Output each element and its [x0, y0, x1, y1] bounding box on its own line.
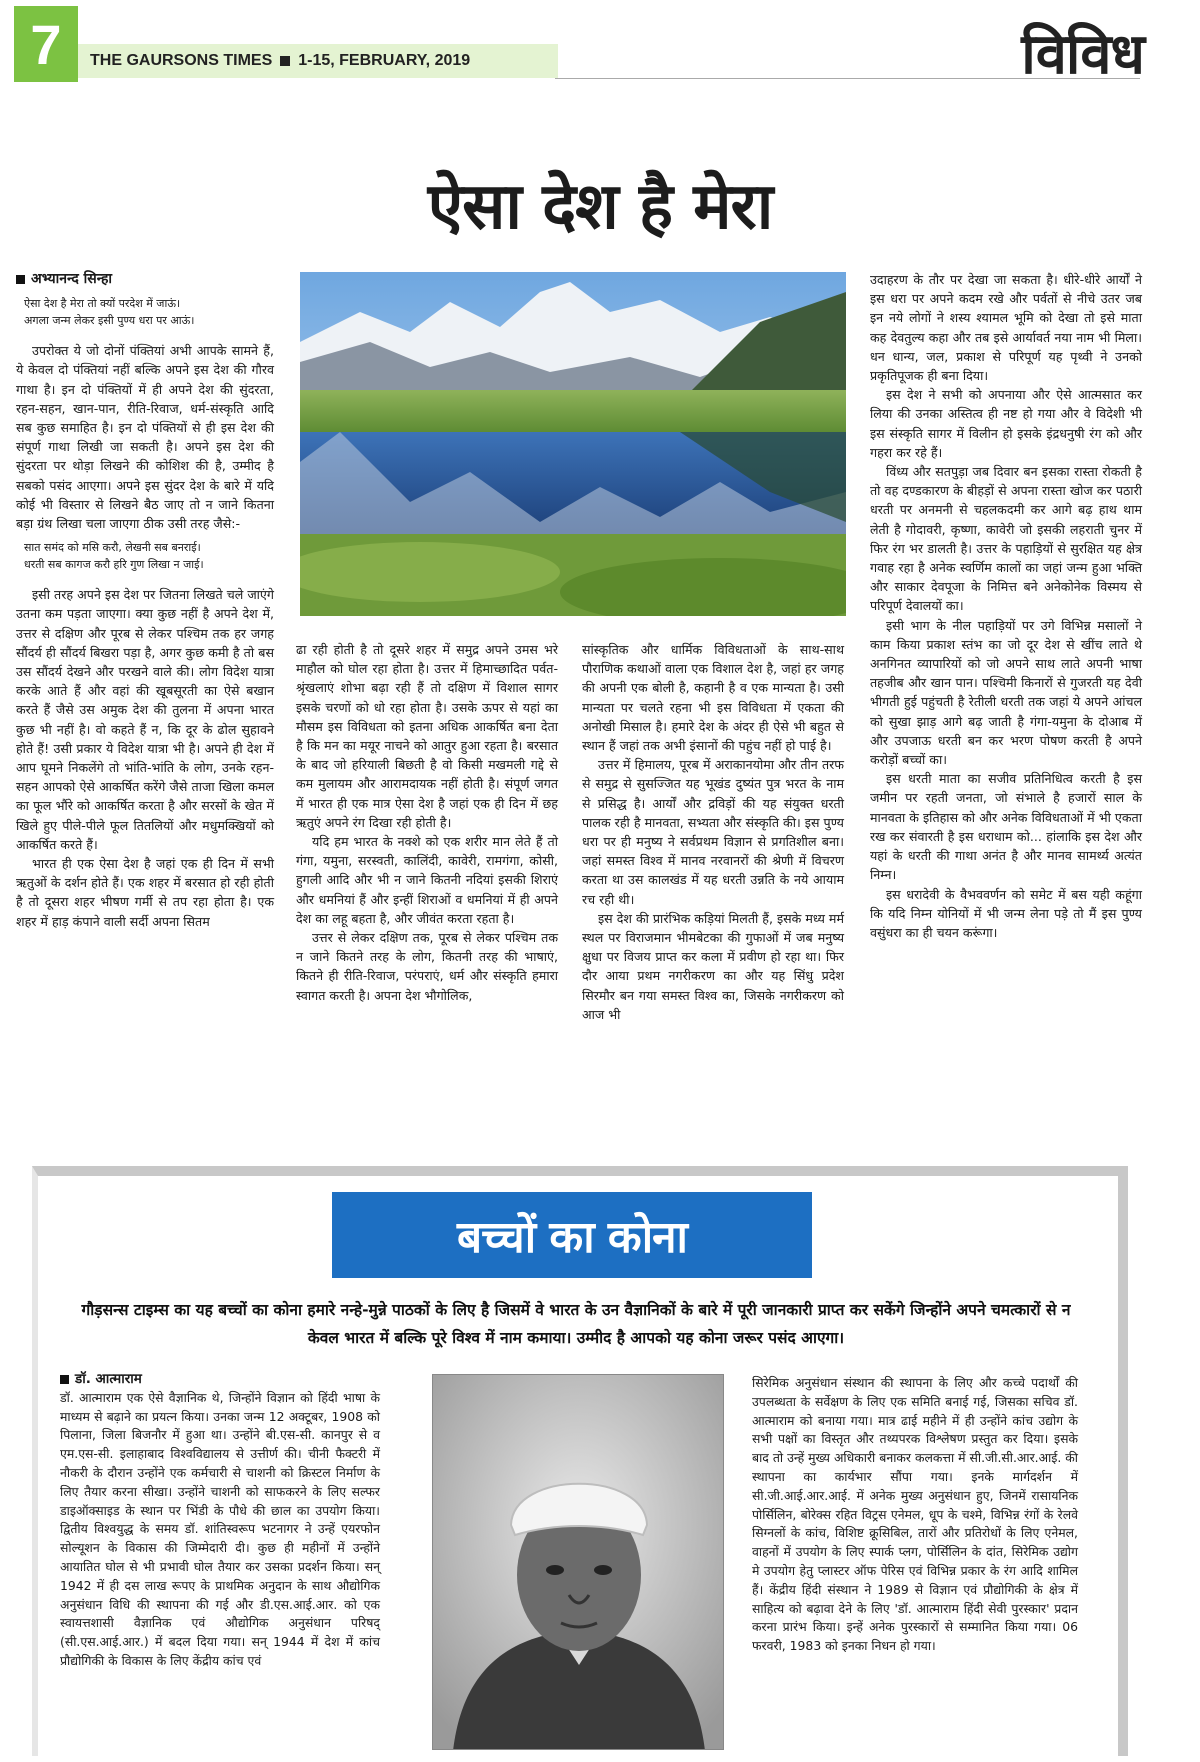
paragraph: उपरोक्त ये जो दोनों पंक्तियां अभी आपके सामने हैं, ये केवल दो पंक्तियां नहीं बल्कि अपने इस देश की गौरव गाथा है। इन दो पंक्तियों में ही अपने देश की सुंदरता, रहन-सहन, खान-पान, रीति-रिवाज, धर्म-संस्कृति आदि सब कुछ समाहित है। इन दो पंक्तियों से ही इस देश की संपूर्ण गाथा लिखी जा सकती है। अपने इस देश की सुंदरता पर थोड़ा लिखने की कोशिश की है, उम्मीद है सबको पसंद आएगा। अपने इस सुंदर देश के बारे में यदि कोई भी विस्तार से लिखने बैठ जाए तो न जाने कितना बड़ा ग्रंथ लिखा चला जाएगा ठीक उसी तरह जैसे:- — [16, 343, 274, 532]
paragraph: ढा रही होती है तो दूसरे शहर में समुद्र अपने उमस भरे माहौल को घोल रहा होता है। उत्तर में हिमाच्छादित पर्वत-श्रृंखलाएं शोभा बढ़ा रही हैं तो दक्षिण में विशाल सागर इसके चरणों को धो रहा होता है। उसके ऊपर से यहां का मौसम इस विविधता को इतना अधिक आकर्षित बना देता है कि मन का मयूर नाचने को आतुर हुआ रहता है। बरसात के बाद जो हरियाली बिछती है वो किसी मखमली गद्दे से कम मुलायम और आरामदायक नहीं होती है। संपूर्ण जगत में भारत ही एक मात्र ऐसा देश है जहां एक ही दिन में छह ऋतुएं अपने रंग दिखा रही होती है। — [296, 642, 558, 830]
square-bullet-icon — [16, 275, 25, 284]
article-column-2 — [296, 640, 558, 1005]
scientist-portrait-photo — [432, 1374, 724, 1750]
mountain-lake-photo — [300, 272, 846, 616]
issue-date: 1-15, FEBRUARY, 2019 — [298, 52, 471, 69]
article-column-4 — [870, 270, 1142, 942]
paragraph: डॉ. आत्माराम एक ऐसे वैज्ञानिक थे, जिन्होंने विज्ञान को हिंदी भाषा के माध्यम से बढ़ाने का प्रयत्न किया। उनका जन्म 12 अक्टूबर, 1908 को पिलाना, जिला बिजनौर में हुआ था। उन्होंने बी.एस-सी. कानपुर से व एम.एस-सी. इलाहाबाद विश्वविद्यालय से उत्तीर्ण की। चीनी फैक्टरी में नौकरी के दौरान उन्होंने एक कर्मचारी से चाशनी को क्रिस्टल निर्माण के लिए तैयार करना सीखा। उन्होंने चाशनी को साफकरने के लिए सल्फर डाइऑक्साइड के स्थान पर भिंडी के पौधे की छाल का उपयोग किया। द्वितीय विश्वयुद्ध के समय डॉ. शांतिस्वरूप भटनागर ने उन्हें एयरफोन सोल्यूशन के विकास की जिम्मेदारी दी। कुछ ही महीनों में उन्होंने आयातित घोल से भी प्रभावी घोल तैयार कर उसका प्रदर्शन किया। सन् 1942 में ही दस लाख रूपए के प्राथमिक अनुदान के साथ औद्योगिक अनुसंधान विधि की स्थापना की गई और डी.एस.आई.आर. को एक स्वायत्तशासी वैज्ञानिक एवं औद्योगिक अनुसंधान परिषद् (सी.एस.आई.आर.) में बदल दिया गया। सन् 1944 में देश में कांच प्रौद्योगिकी के विकास के लिए केंद्रीय कांच एवं — [60, 1389, 380, 1668]
paragraph: उदाहरण के तौर पर देखा जा सकता है। धीरे-धीरे आर्यों ने इस धरा पर अपने कदम रखे और पर्वतों से नीचे उतर जब इन नये लोगों ने शस्य श्यामल भूमि को देखा तो इसे माता कह देवतुल्य कहा और तब इसे आर्यावर्त नया नाम भी मिला। धन धान्य, जल, प्रकाश से परिपूर्ण यह पृथ्वी ने उनको प्रकृतिपूजक ही बना दिया। — [870, 272, 1142, 384]
paragraph: सांस्कृतिक और धार्मिक विविधताओं के साथ-साथ पौराणिक कथाओं वाला एक विशाल देश है, जहां हर जगह की अपनी एक बोली है, कहानी है व एक मान्यता है। उसी मान्यता पर चलते रहना भी इस विविधता में एकता की अनोखी मिसाल है। हमारे देश के अंदर ही ऐसे भी बहुत से स्थान हैं जहां तक अभी इंसानों की पहुंच नहीं हो पाई है। — [582, 642, 844, 754]
header-divider — [555, 78, 1140, 79]
paragraph: विंध्य और सतपुड़ा जब दिवार बन इसका रास्ता रोकती है तो वह दण्डकारण के बीहड़ों से अपना रास्ता खोज कर पठारी धरती पर अनमनी से चहलकदमी कर आगे बढ़ हाथ थाम लेती है गोदावरी, कृष्णा, कावेरी जो इसकी लहराती चुनर में फिर रंग भर डालती है। उत्तर के पहाड़ियों से सुरक्षित यह क्षेत्र गवाह रहा है अनेक स्वर्णिम कालों का जहां जन्म हुआ भक्ति और साकार देवपूजा के निमित्त बने अनेकोनेक विस्मय से परिपूर्ण देवालयों का। — [870, 464, 1142, 614]
square-bullet-icon — [60, 1375, 69, 1384]
scientist-column-right — [752, 1374, 1078, 1656]
article-column-3 — [582, 640, 844, 1024]
paragraph: इसी भाग के नील पहाड़ियों पर उगे विभिन्न मसालों ने काम किया प्रकाश स्तंभ का जो दूर देश से खींच लाते थे अनगिनत व्यापारियों को जो अपने साथ लाते अपनी भाषा तहजीब और खान पान। पश्चिमी किनारों से गुजरती यह देवी भीगती हुई पहुंचती है रेतीली धरती तक जहां ये अपने आंचल को सुखा झाड़ आगे बढ़ जाती है गंगा-यमुना के दोआब में और उपजाऊ धरती बन कर भरण पोषण करती है अपने करोड़ों बच्चों का। — [870, 617, 1142, 768]
newspaper-name: THE GAURSONS TIMES — [90, 52, 273, 69]
masthead-bar — [78, 44, 558, 78]
paragraph: इस देश ने सभी को अपनाया और ऐसे आत्मसात कर लिया की उनका अस्तित्व ही नष्ट हो गया और वे विदेशी भी इस संस्कृति सागर में विलीन हो इसके इंद्रधनुषी रंग को और गहरा कर रहे हैं। — [870, 387, 1142, 460]
paragraph: इस देश की प्रारंभिक कड़ियां मिलती हैं, इसके मध्य मर्म स्थल पर विराजमान भीमबेटका की गुफाओं में जब मनुष्य क्षुधा पर विजय प्राप्त कर कला में प्रवीण हो रहा था। फिर दौर आया प्रथम नगरीकरण का और यह सिंधु प्रदेश सिरमौर बन गया समस्त विश्व का, जिसके नगरीकरण को आज भी — [582, 910, 844, 1022]
paragraph: भारत ही एक ऐसा देश है जहां एक ही दिन में सभी ऋतुओं के दर्शन होते हैं। एक शहर में बरसात हो रही होती है तो दूसरा शहर भीषण गर्मी से तप रहा होता है। एक शहर में हाड़ कंपाने वाली सर्दी अपना सितम — [16, 856, 274, 929]
article-column-1 — [16, 270, 274, 931]
opening-verse — [24, 295, 274, 329]
verse-line: धरती सब कागज करौ हरि गुण लिखा न जाई। — [24, 558, 204, 572]
verse-line: सात समंद को मसि करौ, लेखनी सब बनराई। — [24, 541, 201, 555]
doha-verse — [24, 539, 274, 573]
scientist-byline — [60, 1370, 380, 1389]
paragraph: यदि हम भारत के नक्शे को एक शरीर मान लेते हैं तो गंगा, यमुना, सरस्वती, कालिंदी, कावेरी, रामगंगा, कोसी, हुगली आदि और भी न जाने कितनी नदियां इसकी शिराएं और धमनियां हैं और इन्हीं शिराओं व धमनियां में ही अपने देश का लहू बहता है, और जीवंत करता रहता है। — [296, 834, 558, 926]
paragraph: सिरेमिक अनुसंधान संस्थान की स्थापना के लिए और कच्चे पदार्थों की उपलब्धता के सर्वेक्षण के लिए एक समिति बनाई गई, जिसका सचिव डॉ. आत्माराम को बनाया गया। मात्र ढाई महीने में ही उन्होंने कांच उद्योग के सभी पक्षों का विस्तृत और तथ्यपरक विश्लेषण प्रस्तुत कर दिया। इसके बाद तो उन्हें मुख्य अधिकारी बनाकर कलकत्ता में सी.जी.सी.आर.आई. की स्थापना का कार्यभार सौंपा गया। इनके मार्गदर्शन में सी.जी.आई.आर.आई. में अनेक मुख्य अनुसंधान हुए, जिनमें रासायनिक पोर्सिलिन, बोरेक्स रहित विट्रस एनेमल, धूप के चश्मे, विभिन्न रंगों के रेलवे सिग्नलों के कांच, विशिष्ट क्रूसिबिल, तारों और प्रतिरोधों के लिए एनेमल, वाहनों में उपयोग के लिए स्पार्क प्लग, पोर्सिलिन के दांत, सिरेमिक उद्योग मे उपयोग हेतु प्लास्टर ऑफ पेरिस एवं विभिन्न प्रकार के रंग आदि शामिल हैं। केंद्रीय हिंदी संस्थान ने 1989 से विज्ञान एवं प्रौद्योगिकी के क्षेत्र में साहित्य को बढ़ावा देने के लिए 'डॉ. आत्माराम हिंदी सेवी पुरस्कार' प्रदान करना प्रारंभ किया। इन्हें अनेक पुरस्कारों से सम्मानित किया गया। 06 फरवरी, 1983 को इनका निधन हो गया। — [752, 1375, 1078, 1654]
paragraph: इस धरती माता का सजीव प्रतिनिधित्व करती है इस जमीन पर रहती जनता, जो संभाले है हजारों साल के मानवता के इतिहास को और अनेक विविधताओं में भी एकता रख कर संवारती है इस धराधाम को... हांलाकि इस देश और यहां के धरती की गाथा अनंत है और मानव सामर्थ्य अत्यंत निम्न। — [870, 771, 1142, 883]
scientist-name: डॉ. आत्माराम — [75, 1371, 142, 1387]
paragraph: उत्तर से लेकर दक्षिण तक, पूरब से लेकर पश्चिम तक न जाने कितने तरह के लोग, कितनी तरह की भाषाएं, कितने ही रीति-रिवाज, परंपराएं, धर्म और संस्कृति हमारा स्वागत करती है। अपना देश भौगोलिक, — [296, 930, 558, 1003]
verse-line: अगला जन्म लेकर इसी पुण्य धरा पर आऊं। — [24, 314, 195, 328]
byline — [16, 270, 274, 289]
paragraph: इस धरादेवी के वैभववर्णन को समेट में बस यही कहूंगा कि यदि निम्न योनियों में भी जन्म लेना पड़े तो मैं इस पुण्य वसुंधरा का ही चयन करूंगा। — [870, 886, 1142, 940]
paragraph: उत्तर में हिमालय, पूरब में अराकानयोमा और तीन तरफ से समुद्र से सुसज्जित यह भूखंड दुष्यंत पुत्र भरत के नाम से प्रसिद्ध है। आर्यों और द्रविड़ों की यह संयुक्त धरती पालक रही है मानवता, सभ्यता और संस्कृति की। इस पुण्य धरा पर ही मनुष्य ने सर्वप्रथम विज्ञान से प्रगतिशील बना। जहां समस्त विश्व में मानव नरवानरों की श्रेणी में विचरण करता था उस कालखंड में यह धरती उन्नति के नये आयाम रच रही थी। — [582, 757, 844, 907]
square-bullet-icon — [280, 56, 290, 66]
scientist-column-left — [60, 1370, 380, 1671]
verse-line: ऐसा देश है मेरा तो क्यों परदेश में जाऊं। — [24, 297, 181, 311]
page-number: 7 — [14, 6, 78, 82]
section-title: विविध — [1021, 21, 1144, 87]
paragraph: इसी तरह अपने इस देश पर जितना लिखते चले जाएंगे उतना कम पड़ता जाएगा। क्या कुछ नहीं है अपने देश में, उत्तर से दक्षिण और पूरब से लेकर पश्चिम तक हर जगह सौंदर्य ही सौंदर्य बिखरा पड़ा है, अगर कुछ कमी है तो बस उस सौंदर्य देखने और परखने वाले की। लोग विदेश यात्रा करके आते हैं और वहां की खूबसूरती का ऐसे बखान करते हैं जैसे उस अमुक देश की तुलना में अपना भारत कुछ भी नहीं है। वो कहते हैं न, कि दूर के ढोल सुहावने होते हैं! उसी प्रकार ये विदेश यात्रा भी है। अपने ही देश में आप घूमने निकलेंगे तो भांति-भांति के लोग, उनके रहन-सहन आपको ऐसे आकर्षित करेंगे जैसे ताजा खिला कमल का फूल भौंरे को आकर्षित करता है और सरसों के खेत में खिले हुए पीले-पीले फूल तितलियों और मधुमक्खियों को आकर्षित करते हैं। — [16, 587, 274, 852]
author-name: अभ्यानन्द सिन्हा — [31, 271, 113, 287]
childrens-corner-title: बच्चों का कोना — [332, 1192, 812, 1278]
childrens-corner-intro: गौड़सन्स टाइम्स का यह बच्चों का कोना हमारे नन्हे-मुन्ने पाठकों के लिए है जिसमें वे भारत के उन वैज्ञानिकों के बारे में पूरी जानकारी प्राप्त कर सकेंगे जिन्होंने अपने चमत्कारों से न केवल भारत में बल्कि पूरे विश्व में नाम कमाया। उम्मीद है आपको यह कोना जरूर पसंद आएगा। — [81, 1301, 1071, 1347]
article-headline: ऐसा देश है मेरा — [427, 170, 773, 244]
